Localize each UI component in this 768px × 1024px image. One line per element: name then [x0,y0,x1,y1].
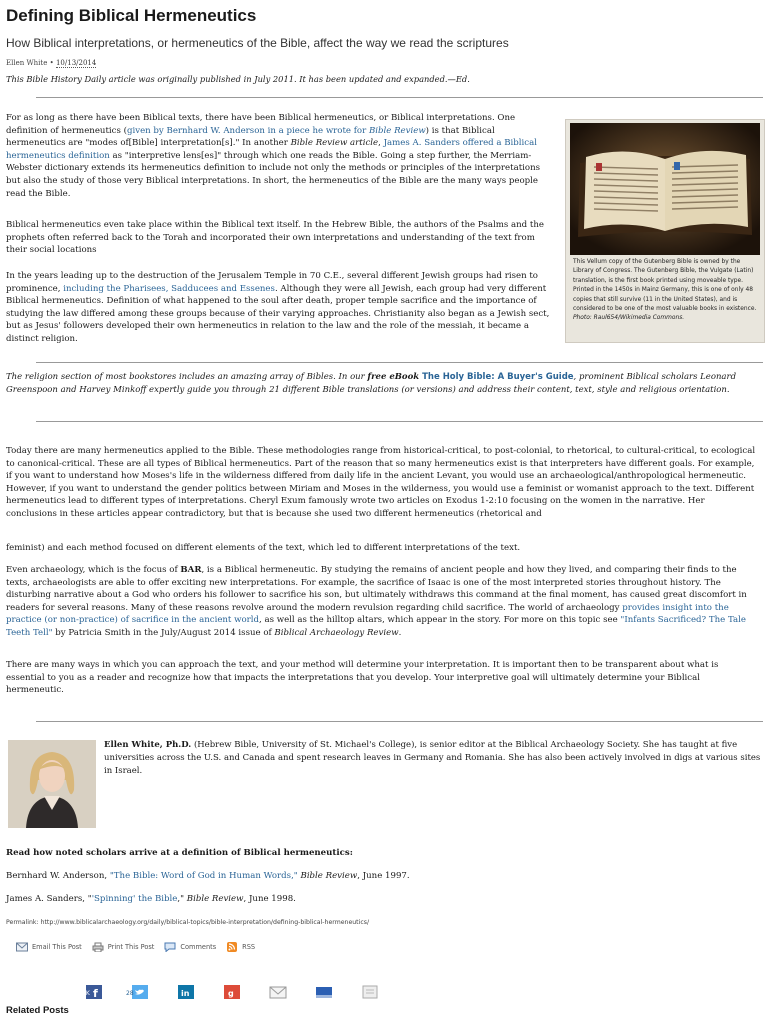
paragraph-archaeology: Even archaeology, which is the focus of BAR, is a Biblical hermeneutic. By studying the remains of ancient people and how they lived, and comparing their finds to the texts, archaeologists are able to offer exciting new interpretations. For example, the sacrifice of Isaac is one of the most interpreted stories throughout history. The disturbing narrative about a God who orders his follower to sacrifice his son, but ultimately withdraws this command at the final moment, has caused great discomfort in readers for several reasons. Many of these reasons revolve around the modern revulsion regarding child sacrifice. The world of archaeology provides insight into the practice (or non-practice) of sacrifice in the ancient world, as well as the hilltop altars, which appear in the story. For more on this topic see "Infants Sacrificed? The Tale Teeth Tell" by Patricia Smith in the July/August 2014 issue of Biblical Archaeology Review. [6,565,747,638]
rss-icon [226,942,238,952]
readmore-heading: Read how noted scholars arrive at a definition of Biblical hermeneutics: [6,848,353,858]
sanders-link[interactable]: James A. Sanders offered a Biblical hermeneutics definition [6,138,537,161]
infants-sacrificed-link[interactable]: "Infants Sacrificed? The Tale Teeth Tell" [6,615,746,638]
paragraph-jewish-groups: In the years leading up to the destruction of the Jerusalem Temple in 70 C.E., several different Jewish groups had risen to prominence, including the Pharisees, Sadducees and Essenes. Although they were all Jewish, each group had very different Biblical hermeneutics. Definition of what happened to the soul after death, proper temple sacrifice and the importance of studying the law differed among these groups because of their varying approaches. Christianity also began as a Jewish sect, but as Jesus' followers developed their own hermeneutics in relation to the law and the role of the messiah, it became a distinct religion. [6,271,550,344]
pharisees-link[interactable]: including the Pharisees, Sadducees and Essenes [63,283,275,294]
publish-date: 10/13/2014 [55,59,97,67]
google-plus-share-button[interactable] [218,983,246,1001]
anderson-link[interactable]: given by Bernhard W. Anderson in a piece he wrote for Bible Review [126,125,426,136]
divider [36,97,763,98]
paragraph-hebrew-bible: Biblical hermeneutics even take place within the Biblical text itself. In the Hebrew Bible, the authors of the Psalms and the prophets often referred back to the Torah and incorporated their own interpretations and understanding of the text from their social locations [6,220,544,256]
divider [36,721,763,722]
byline-separator: • [47,59,56,67]
ebook-link[interactable]: The Holy Bible: A Buyer's Guide [419,372,574,382]
svg-text:in: in [181,989,190,998]
bookmark-share-icon [310,983,338,1001]
paragraph-methodologies: Today there are many hermeneutics applied to the Bible. These methodologies range from historical-critical, to post-colonial, to rhetorical, to cultural-critical, to ecological to canonical-critical. These are all types of Biblical hermeneutics. Part of the reason that so many hermeneutics exist is that interpreters have different goals. For example, if you want to understand how Moses's life in the wilderness differed from daily life in the ancient Levant, you would use an archaeological/anthropological hermeneutic. However, if you want to understand the gender politics between Miriam and Moses in the wilderness, you would use a feminist or womanist approach to the text. Different hermeneutics lead to different types of interpretations. Cheryl Exum famously wrote two articles on Exodus 1-2:10 focusing on the women in the narrative. Her conclusions in these articles appear contradictory, but that is because she used two different hermeneutics (rhetorical and [6,446,756,519]
comments-action[interactable]: Comments [164,941,216,954]
author-name[interactable]: Ellen White [6,59,48,67]
envelope-icon [16,942,28,952]
divider [36,362,763,363]
svg-text:g: g [228,989,234,998]
text: For as long as there have been Biblical texts, there have been Biblical hermeneutics, or Biblical interpretations. One definition of hermeneutics ( [6,113,516,136]
rss-action[interactable]: RSS [226,941,255,954]
gutenberg-bible-image[interactable] [570,123,760,255]
paragraph-methodologies-cont: feminist) and each method focused on different elements of the text, which led to different interpretations of the text. [6,543,521,553]
printer-icon [92,942,104,952]
print-post-action[interactable]: Print This Post [92,941,155,954]
editor-note: This Bible History Daily article was originally published in July 2011. It has been updated and expanded.—Ed. [6,74,470,84]
post-actions [16,941,255,954]
email-post-action[interactable]: Email This Post [16,941,82,954]
sacrifice-link[interactable]: provides insight into the practice (or non-practice) of sacrifice in the ancient world [6,602,729,626]
facebook-share-button[interactable] [80,983,108,1001]
email-share-button[interactable] [264,983,292,1001]
linkedin-share-button[interactable] [172,983,200,1001]
paragraph-conclusion: There are many ways in which you can approach the text, and your method will determine your interpretation. It is important then to be transparent about what is essential to you as a reader and recognize how that impacts the interpretations that you develop. Your interpretive goal will ultimately determine your Biblical hermeneutic. [6,660,719,696]
author-bio: Ellen White, Ph.D. (Hebrew Bible, University of St. Michael's College), is senior editor at the Biblical Archaeology Society. She has taught at five universities across the U.S. and Canada and spent research leaves in Germany and Romania. She has also been actively involved in digs at various sites in Israel. [104,740,761,777]
related-posts-heading: Related Posts [6,1005,69,1016]
paragraph-intro: For as long as there have been Biblical texts, there have been Biblical hermeneutics, or Biblical interpretations. One definition of hermeneutics (given by Bernhard W. Anderson in a piece he wrote for Bible Review) is that Biblical hermeneutics are "modes of[Bible] interpretation[s]." In another Bible Review article, James A. Sanders offered a Biblical hermeneutics definition as "interpretive lens[es]" through which one reads the Bible. Going a step further, the Merriam-Webster dictionary extends its hermeneutics definition to include not only the methods or principles of the interpretations but also the study of those very Biblical interpretations. In short, the hermeneutics of the Bible are the many ways people read the Bible. [6,113,541,199]
permalink[interactable]: Permalink: http://www.biblicalarchaeology.org/daily/biblical-topics/bible-interpretation/defining-biblical-hermeneutics/ [6,919,370,926]
article-subtitle: How Biblical interpretations, or hermeneutics of the Bible, affect the way we read the scriptures [6,36,509,50]
author-photo [8,740,96,828]
twitter-share-count: 28 [126,990,134,997]
facebook-share-count: 1K [82,990,90,997]
text: ) is that Biblical hermeneutics are "modes of[Bible] interpretation[s]." In another [6,125,495,149]
reference-sanders: James A. Sanders, "'Spinning' the Bible," Bible Review, June 1998. [6,894,296,904]
google-plus-icon [218,983,246,1001]
anderson-reference-link[interactable]: "The Bible: Word of God in Human Words," [109,871,298,881]
bookmark-share-button[interactable] [310,983,338,1001]
bio-name: Ellen White, Ph.D. [104,740,192,750]
ebook-promo: The religion section of most bookstores includes an amazing array of Bibles. In our free eBook The Holy Bible: A Buyer's Guide, prominent Biblical scholars Leonard Greenspoon and Harvey Minkoff expertly guide you through 21 different Bible translations (or versions) and address their content, text, style and religious orientation. [6,372,737,395]
reference-anderson: Bernhard W. Anderson, "The Bible: Word of God in Human Words," Bible Review, June 1997. [6,871,410,881]
divider [36,421,763,422]
gutenberg-figure [565,119,765,343]
share-bar [80,983,384,1001]
email-share-icon [264,983,292,1001]
text: Bible Review article [290,138,379,149]
print-share-button[interactable] [356,983,384,1001]
article-title: Defining Biblical Hermeneutics [6,6,257,25]
svg-text:f: f [93,987,98,1000]
byline [6,58,96,68]
figure-caption: This Vellum copy of the Gutenberg Bible is owned by the Library of Congress. The Gutenberg Bible, the Vulgate (Latin) translation, is the first book printed using moveable type. Printed in the 1450s in Mainz Germany, this is one of only 48 copies that still survive (11 in the United States), and is considered to be one of the most valuable books in existence. Photo: Raul654/Wikimedia Commons. [573,259,757,322]
sanders-reference-link[interactable]: 'Spinning' the Bible [91,894,178,904]
twitter-share-button[interactable] [126,983,154,1001]
text: as "interpretive lens[es]" through which one reads the Bible. Going a step further, the Merriam-Webster dictionary extends its hermeneutics definition to include not only the methods or principles of the interpretations but also the study of those very Biblical interpretations. In short, the hermeneutics of the Bible are the many ways people read the Bible. [6,150,541,199]
print-share-icon [356,983,384,1001]
speech-bubble-icon [164,942,176,952]
linkedin-icon [172,983,200,1001]
